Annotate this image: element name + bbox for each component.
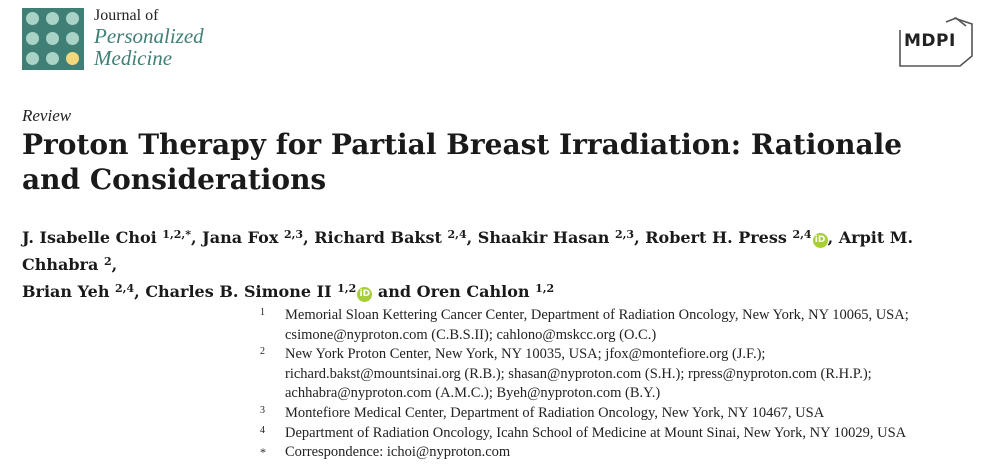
logo-dot bbox=[26, 12, 39, 25]
correspondence-marker: * bbox=[260, 445, 266, 460]
logo-dot bbox=[66, 32, 79, 45]
affiliation-line[interactable]: achhabra@nyproton.com (A.M.C.); Byeh@nyproton.com (B.Y.) bbox=[285, 385, 661, 402]
author-affiliation-marks: 1,2,* bbox=[162, 228, 192, 241]
journal-logo bbox=[22, 8, 84, 70]
author-affiliation-marks: 2,3 bbox=[614, 228, 635, 241]
author-affiliation-marks: 2,4 bbox=[115, 282, 135, 295]
affiliation-line[interactable]: csimone@nyproton.com (C.B.S.II); cahlono@mskcc.org (O.C.) bbox=[285, 326, 657, 343]
affiliation-line: Memorial Sloan Kettering Cancer Center, Department of Radiation Oncology, New York, NY 10065, USA; bbox=[285, 307, 909, 323]
correspondence-line[interactable]: Correspondence: ichoi@nyproton.com bbox=[285, 444, 511, 461]
author-line: J. Isabelle Choi $^{1,2,*}$, Jana Fox $^{2,3}$, Richard Bakst $^{2,4}$, Shaakir Hasan $^{2,3}$, Robert H. Press $^{2,4}$ iD , Arpit M. Chhabra $^2$, bbox=[22, 228, 914, 274]
journal-name-line2: Personalized bbox=[94, 24, 204, 48]
author-name[interactable]: Brian Yeh bbox=[22, 282, 110, 301]
logo-dot bbox=[46, 32, 59, 45]
affiliation-marker: 4 bbox=[260, 424, 265, 436]
journal-name bbox=[94, 7, 204, 69]
author-name[interactable]: J. Isabelle Choi bbox=[22, 228, 157, 247]
logo-dot bbox=[46, 52, 59, 65]
journal-name-line3: Medicine bbox=[94, 46, 173, 70]
affiliation-item bbox=[258, 404, 978, 424]
affiliations bbox=[258, 306, 978, 463]
author-affiliation-marks: 2 bbox=[103, 255, 112, 268]
affiliation-marker: 3 bbox=[260, 404, 265, 416]
author-affiliation-marks: 2,4 bbox=[792, 228, 812, 241]
affiliation-item bbox=[258, 443, 978, 463]
affiliation-marker: 1 bbox=[260, 307, 265, 318]
author-affiliation-marks: 1,2 bbox=[337, 282, 357, 295]
author-name[interactable]: Robert H. Press bbox=[645, 228, 787, 247]
affiliation-line: Montefiore Medical Center, Department of Radiation Oncology, New York, NY 10467, USA bbox=[285, 404, 825, 421]
author-name[interactable]: Oren Cahlon bbox=[416, 282, 530, 301]
logo-dot bbox=[26, 32, 39, 45]
author-name[interactable]: Arpit M. Chhabra bbox=[22, 228, 914, 274]
logo-dot bbox=[46, 12, 59, 25]
affiliation-item bbox=[258, 345, 978, 404]
author-list bbox=[22, 224, 972, 305]
author-affiliation-marks: 2,3 bbox=[283, 228, 304, 241]
orcid-icon[interactable]: iD bbox=[357, 287, 372, 302]
journal-name-line1: Journal of bbox=[94, 7, 159, 24]
logo-dot bbox=[26, 52, 39, 65]
orcid-icon[interactable]: iD bbox=[813, 233, 828, 248]
title-line: and Considerations bbox=[22, 163, 327, 196]
logo-dot-accent bbox=[66, 52, 79, 65]
affiliation-item bbox=[258, 306, 978, 345]
author-line: Brian Yeh $^{2,4}$, Charles B. Simone II $^{1,2}$ iD and Oren Cahlon $^{1,2}$ bbox=[22, 282, 555, 301]
author-name[interactable]: Jana Fox bbox=[202, 228, 279, 247]
logo-dot bbox=[66, 12, 79, 25]
author-affiliation-marks: 1,2 bbox=[535, 282, 555, 295]
affiliation-line[interactable]: New York Proton Center, New York, NY 10035, USA; jfox@montefiore.org (J.F.); bbox=[285, 346, 766, 363]
title-line: Proton Therapy for Partial Breast Irradiation: Rationale bbox=[22, 128, 903, 161]
author-conjunction: and bbox=[377, 282, 412, 301]
publisher-name: MDPI bbox=[904, 31, 956, 51]
affiliation-marker: 2 bbox=[260, 346, 265, 358]
author-name[interactable]: Charles B. Simone II bbox=[145, 282, 332, 301]
article-type: Review bbox=[22, 106, 72, 125]
affiliation-line: Department of Radiation Oncology, Icahn School of Medicine at Mount Sinai, New York, NY 10029, USA bbox=[285, 424, 907, 441]
article-title bbox=[22, 127, 922, 197]
author-affiliation-marks: 2,4 bbox=[447, 228, 467, 241]
author-name[interactable]: Shaakir Hasan bbox=[477, 228, 610, 247]
author-name[interactable]: Richard Bakst bbox=[314, 228, 442, 247]
affiliation-line[interactable]: richard.bakst@mountsinai.org (R.B.); shasan@nyproton.com (S.H.); rpress@nyproton.com (R.H.P.); bbox=[285, 365, 872, 382]
affiliation-item bbox=[258, 424, 978, 444]
